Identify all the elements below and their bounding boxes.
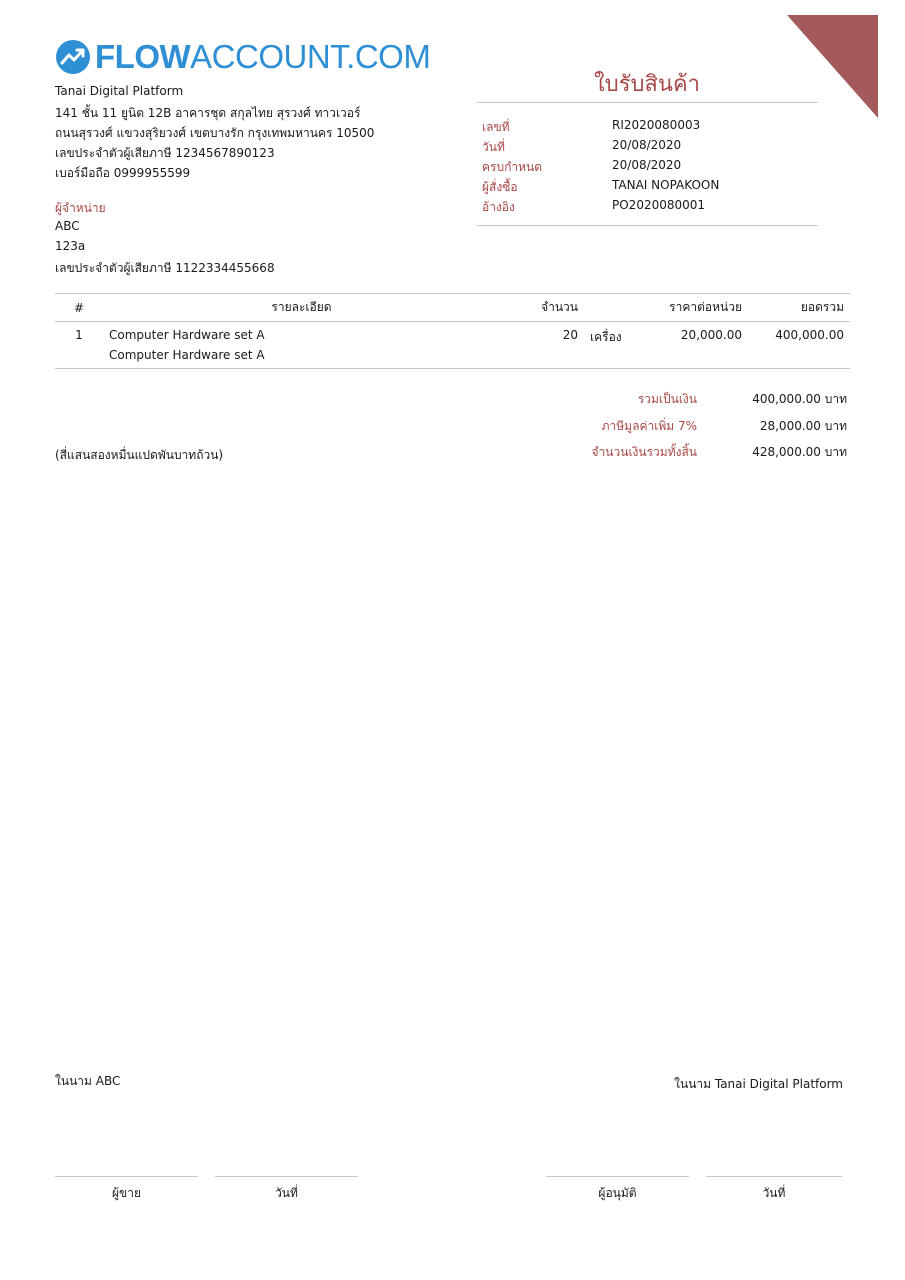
- meta-value-date: 20/08/2020: [612, 138, 682, 152]
- approver-signature-line: [546, 1176, 689, 1177]
- meta-label-orderer: ผู้สั่งซื้อ: [482, 180, 518, 194]
- meta-value-number: RI2020080003: [612, 118, 701, 132]
- meta-label-reference: อ้างอิง: [482, 200, 515, 214]
- cell-unit: เครื่อง: [584, 322, 634, 369]
- cell-description: [103, 322, 500, 369]
- header-total: ยอดรวม: [748, 294, 850, 322]
- subtotal-label: รวมเป็นเงิน: [637, 392, 697, 406]
- meta-divider: [476, 225, 818, 226]
- logo-brand-bold: FLOW: [95, 38, 191, 75]
- table-row: [55, 322, 850, 369]
- meta-value-reference: PO2020080001: [612, 198, 706, 212]
- meta-label-number: เลขที่: [482, 120, 510, 134]
- cell-no: 1: [55, 322, 103, 369]
- seller-date-label: วันที่: [275, 1186, 298, 1200]
- company-tax-id: เลขประจำตัวผู้เสียภาษี 1234567890123: [55, 146, 275, 160]
- seller-date-line: [215, 1176, 358, 1177]
- cell-total: 400,000.00: [748, 322, 850, 369]
- chart-trend-icon: [55, 39, 91, 75]
- company-phone: เบอร์มือถือ 0999955599: [55, 166, 191, 180]
- amount-in-words: (สี่แสนสองหมื่นแปดพันบาทถ้วน): [55, 448, 224, 462]
- left-on-behalf: ในนาม ABC: [55, 1074, 121, 1088]
- item-name: Computer Hardware set A: [109, 328, 265, 342]
- cell-unit-price: 20,000.00: [634, 322, 748, 369]
- table-header-row: [55, 294, 850, 322]
- title-divider: [476, 102, 818, 103]
- document-title: ใบรับสินค้า: [593, 72, 701, 97]
- approver-label: ผู้อนุมัติ: [598, 1186, 637, 1200]
- company-logo: [55, 38, 430, 76]
- logo-text: [95, 38, 430, 76]
- grand-total-value: 428,000.00 บาท: [752, 445, 847, 459]
- approver-date-label: วันที่: [762, 1186, 786, 1200]
- header-description: รายละเอียด: [103, 294, 500, 322]
- approver-date-line: [706, 1176, 842, 1177]
- grand-total-label: จำนวนเงินรวมทั้งสิ้น: [591, 445, 697, 459]
- right-on-behalf: ในนาม Tanai Digital Platform: [674, 1077, 843, 1091]
- items-table: [55, 293, 850, 369]
- vendor-tax-id: เลขประจำตัวผู้เสียภาษี 1122334455668: [55, 261, 275, 275]
- vendor-address: 123a: [55, 239, 86, 253]
- vendor-heading: ผู้จำหน่าย: [55, 201, 106, 215]
- company-name: Tanai Digital Platform: [55, 84, 184, 98]
- header-quantity: จำนวน: [500, 294, 584, 322]
- company-address-1: 141 ชั้น 11 ยูนิต 12B อาคารชุด สกุลไทย สุรวงศ์ ทาวเวอร์: [55, 106, 361, 120]
- header-unit-spacer: [584, 294, 634, 322]
- meta-label-date: วันที่: [482, 140, 505, 154]
- vat-value: 28,000.00 บาท: [759, 419, 847, 433]
- meta-value-due: 20/08/2020: [612, 158, 682, 172]
- seller-signature-line: [55, 1176, 198, 1177]
- cell-quantity: 20: [500, 322, 584, 369]
- meta-value-orderer: TANAI NOPAKOON: [612, 178, 720, 192]
- vat-label: ภาษีมูลค่าเพิ่ม 7%: [601, 419, 697, 433]
- seller-label: ผู้ขาย: [111, 1186, 141, 1200]
- logo-brand-rest: ACCOUNT.COM: [190, 38, 431, 75]
- company-address-2: ถนนสุรวงศ์ แขวงสุริยวงศ์ เขตบางรัก กรุงเทพมหานคร 10500: [55, 126, 375, 140]
- item-description: Computer Hardware set A: [109, 348, 265, 362]
- subtotal-value: 400,000.00 บาท: [752, 392, 847, 406]
- header-no: #: [55, 294, 103, 322]
- header-unit-price: ราคาต่อหน่วย: [634, 294, 748, 322]
- vendor-name: ABC: [55, 219, 80, 233]
- meta-label-due: ครบกำหนด: [482, 160, 542, 174]
